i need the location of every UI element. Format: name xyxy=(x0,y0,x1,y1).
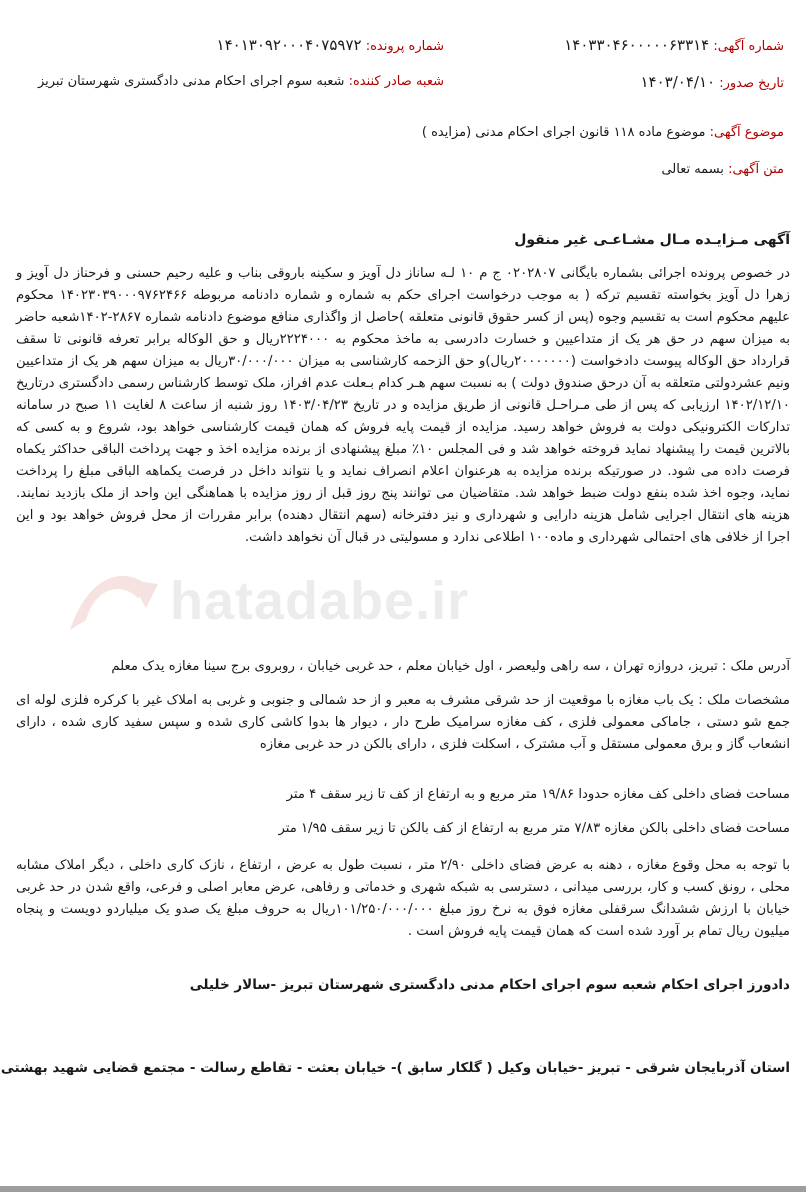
subject-value: موضوع ماده ۱۱۸ قانون اجرای احکام مدنی (مزایده ) xyxy=(421,125,706,140)
ad-text-heading xyxy=(661,161,784,179)
notice-body xyxy=(16,263,790,549)
subject-label: موضوع آگهی: xyxy=(709,125,784,140)
property-specs-text: مشخصات ملک : یک باب مغازه با موقعیت از حد شرقی مشرف به معبر و از حد شمالی و جنوبی و غربی به املاک غیر با کرکره فلزی لوله ای جمع شو دستی ، جاماکی معمولی فلزی ، کف مغازه سرامیک طرح دار ، دیوار ها بدوا کاشی کاری شده و سپس سفید کاری شده ، دارای انشعاب گاز و برق معمولی مستقل و آب مشترک ، اسکلت فلزی ، دارای بالکن در حد غربی مغازه xyxy=(16,693,790,752)
issuer-value: شعبه سوم اجرای احکام مدنی دادگستری شهرستان تبریز xyxy=(37,74,345,89)
issuer-label: شعبه صادر کننده: xyxy=(348,74,444,89)
issuer xyxy=(38,73,444,91)
notice-title: آگهی مـزایـده مـال مشـاعـی غیر منقول xyxy=(514,232,790,248)
file-number-label: شماره پرونده: xyxy=(365,39,444,54)
issue-date-label: تاریخ صدور: xyxy=(719,76,784,91)
issue-date-value: ۱۴۰۳/۰۴/۱۰ xyxy=(640,73,716,91)
property-specs xyxy=(16,690,790,756)
property-address xyxy=(16,656,790,678)
valuation-text: با توجه به محل وقوع مغازه ، دهنه به عرض فضای داخلی ۲/۹۰ متر ، نسبت طول به عرض ، ارتفاع ، نازک کاری داخلی ، دیگر املاک مشابه محلی ، رونق کسب و کار، بررسی میدانی ، دسترسی به شبکه شهری و خدماتی و رفاهی، عرض معابر اصلی و فرعی، واقع شدن در حد غربی خیابان با ارزش ششدانگ سرقفلی مغازه فوق به نرخ روز مبلغ ۱۰۱/۲۵۰/۰۰۰/۰۰۰ریال به حروف مبلغ یک صدو یک میلیاردو دویست و پنجاه میلیون ریال تمام بر آورد شده است که همان قیمت پایه فروش است . xyxy=(16,858,790,939)
watermark-text: hatadabe.ir xyxy=(170,571,470,631)
balcony-area xyxy=(16,818,790,840)
issue-date xyxy=(641,73,785,93)
notice-paragraph: در خصوص پرونده اجرائی بشماره بایگانی ۰۲۰۲۸۰۷ ج م ۱۰ لـه ساناز دل آویز و سکینه باروقی بناب و علیه رحیم حسنی و فرحناز دل آویز و زهرا دل آویز بخواسته تقسیم ترکه ( به موجب درخواست اجرای حکم به شماره و شماره دادنامه مربوطه ۱۴۰۲۳۰۳۹۰۰۰۹۷۶۲۴۶۶ محکوم علیهم محکوم است به تقسیم وجوه (پس از کسر حقوق قانونی متعلقه )حاصل از واگذاری منافع موضوع دادنامه شماره ۲۸۶۷-۱۴۰۲شعبه حاضر به میزان سهم در حق هر یک از متداعیین و خسارت دادرسی به ماخذ محکوم به ۲۲۲۴۰۰۰ریال و حق الوکاله برابر تعرفه قانونی تا سقف قرارداد حق الوکاله پیوست دادخواست (۲۰۰۰۰۰۰۰ریال)و حق الزحمه کارشناسی به میزان ۳۰/۰۰۰/۰۰۰ریال به میزان سهم هر یک از متداعیین ونیم عشردولتی متعلقه به آن درحق صندوق دولت ) به نسبت سهم هـر کدام بـعلت عدم افراز، ملک توسط کارشناس رسمی دادگستری درتاریخ ۱۴۰۲/۱۲/۱۰ ارزیابی که پس از طی مـراحـل قانونی از طریق مزایده و در تاریخ ۱۴۰۳/۰۴/۲۳ روز شنبه از ساعت ۸ لغایت ۱۱ صبح در سامانه تدارکات الکترونیکی دولت به فروش خواهد رسید. مزایده از قیمت پایه فروش که همان قیمت کارشناسی خواهد بود، شروع و به کسی که بالاترین قیمت را پیشنهاد نماید فروخته خواهد شد و فی المجلس ۱۰٪ مبلغ پیشنهادی از برنده مزایده اخذ و جهت پرداخت الباقی حداکثر یکماه فرصت داده می شود. در صورتیکه برنده مزایده به هرعنوان اعلام انصراف نماید و یا نتواند داخل در فرصت یکماهه الباقی مبلغ را پرداخت نماید، وجوه اخذ شده بنفع دولت ضبط خواهد شد. متقاضیان می توانند پنج روز قبل از روز مزایده با هماهنگی این واحد از ملک بازدید نمایند. هزینه های انتقال اجرایی شامل هزینه دارایی و شهرداری و نیز دفترخانه (سهم انتقال دهنده) برابر مقررات از محل فروش خواهد بود و این اجرا از خلافی های احتمالی شهرداری و ماده۱۰۰ اطلاعی ندارد و مسولیتی در قبال آن نخواهد داشت. xyxy=(16,266,791,545)
subject xyxy=(422,124,784,142)
balcony-area-text: مساحت فضای داخلی بالکن مغازه ۷/۸۳ متر مربع به ارتفاع از کف بالکن تا زیر سقف ۱/۹۵ متر xyxy=(278,821,790,836)
ad-text-label: متن آگهی: xyxy=(728,162,784,177)
court-location: استان آذربایجان شرقی - تبریز -خیابان وکیل ( گلکار سابق )- خیابان بعثت - تقاطع رسالت - مجتمع قضایی شهید بهشتی xyxy=(0,1060,790,1076)
inner-area xyxy=(16,784,790,806)
ad-text-value: بسمه تعالی xyxy=(661,162,724,177)
file-number xyxy=(217,36,444,56)
red-arrow-logo-icon xyxy=(60,560,160,650)
officer-signature: دادورز اجرای احکام شعبه سوم اجرای احکام مدنی دادگستری شهرستان تبریز -سالار خلیلی xyxy=(189,977,790,993)
watermark xyxy=(60,560,700,650)
valuation xyxy=(16,855,790,943)
ad-number xyxy=(564,36,784,56)
inner-area-text: مساحت فضای داخلی کف مغازه حدودا ۱۹/۸۶ متر مربع و به ارتفاع از کف تا زیر سقف ۴ متر xyxy=(286,787,790,802)
property-address-text: آدرس ملک : تبریز، دروازه تهران ، سه راهی ولیعصر ، اول خیابان معلم ، حد غربی خیابان ، روبروی برج سینا مغازه یدک معلم xyxy=(111,659,790,674)
file-number-value: ۱۴۰۱۳۰۹۲۰۰۰۴۰۷۵۹۷۲ xyxy=(216,36,362,54)
ad-number-label: شماره آگهی: xyxy=(713,39,784,54)
ad-number-value: ۱۴۰۳۳۰۴۶۰۰۰۰۰۶۳۳۱۴ xyxy=(564,36,710,54)
bottom-divider xyxy=(0,1186,806,1192)
